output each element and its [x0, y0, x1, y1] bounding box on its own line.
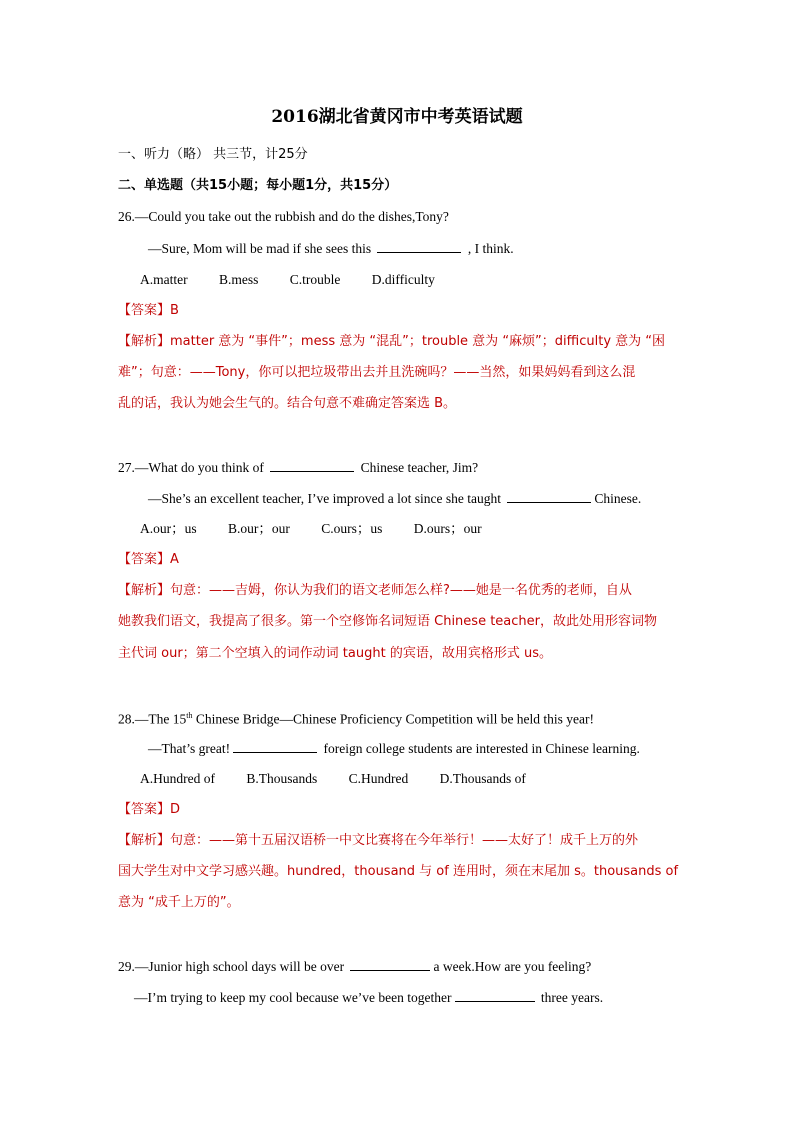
q29-line1: [118, 957, 678, 976]
q28-blank: [233, 739, 317, 753]
q26-option-c: C.trouble: [289, 272, 341, 287]
q29-blank-2: [455, 988, 535, 1002]
q29-line2-text: —I’m trying to keep my cool because we’ve been together: [134, 990, 452, 1005]
q26-option-d: D.difficulty: [371, 272, 435, 287]
q27-line1: [118, 458, 678, 477]
q26-answer: 【答案】B: [118, 303, 179, 318]
q27-line1-tail: Chinese teacher, Jim?: [360, 460, 479, 475]
q28-options: [140, 770, 700, 788]
q27-line2: [148, 489, 708, 508]
q28-line1-tail: Chinese Bridge—Chinese Proficiency Competition will be held this year!: [192, 711, 595, 727]
q28-answer: 【答案】D: [118, 802, 181, 817]
q28-line2-tail: foreign college students are interested in Chinese learning.: [323, 741, 640, 756]
q26-blank: [377, 239, 461, 253]
q27-answer: 【答案】A: [118, 552, 179, 567]
q26-analysis-2: 难”；句意：——Tony，你可以把垃圾带出去并且洗碗吗？——当然，如果妈妈看到这么混: [118, 365, 636, 380]
q28-superscript: th: [186, 711, 193, 720]
q27-line1-text: 27.—What do you think of: [118, 460, 264, 475]
q28-analysis-3: 意为 “成千上万的”。: [118, 895, 240, 910]
q27-option-a: A.our；us: [140, 521, 197, 536]
q27-options: [140, 520, 700, 538]
q27-line2-text: —She’s an excellent teacher, I’ve improved a lot since she taught: [148, 491, 501, 506]
q28-option-b: B.Thousands: [246, 771, 318, 786]
q28-option-a: A.Hundred of: [140, 771, 215, 786]
q29-line2-tail: three years.: [540, 990, 604, 1005]
q27-blank-2: [507, 489, 591, 503]
q28-line1: [118, 707, 678, 729]
q27-analysis-2: 她教我们语文，我提高了很多。第一个空修饰名词短语 Chinese teacher，故此处用形容词物: [118, 614, 657, 629]
q26-line1: 26.—Could you take out the rubbish and do the dishes,Tony?: [118, 209, 449, 224]
q29-line1-tail: a week.How are you feeling?: [433, 959, 592, 974]
section-single-choice: 二、单选题（共15小题；每小题1分，共15分）: [118, 178, 398, 193]
q27-option-b: B.our；our: [228, 521, 290, 536]
q28-line2-text: —That’s great!: [148, 741, 231, 756]
q28-line1-text: 28.—The 15: [118, 711, 187, 727]
q29-blank-1: [350, 957, 430, 971]
q27-blank-1: [270, 458, 354, 472]
q26-line2-text: —Sure, Mom will be mad if she sees this: [148, 241, 372, 256]
q26-analysis-3: 乱的话，我认为她会生气的。结合句意不难确定答案选 B。: [118, 396, 457, 411]
q27-line2-tail: Chinese.: [594, 491, 642, 506]
q29-line1-text: 29.—Junior high school days will be over: [118, 959, 345, 974]
q27-analysis-1: 【解析】句意：——吉姆，你认为我们的语文老师怎么样?——她是一名优秀的老师，自从: [118, 583, 632, 598]
q27-analysis-3: 主代词 our；第二个空填入的词作动词 taught 的宾语，故用宾格形式 us。: [118, 646, 552, 661]
q26-line2: [148, 239, 708, 258]
q27-option-c: C.ours；us: [321, 521, 383, 536]
q26-options: [140, 271, 700, 289]
section-listening: 一、听力（略） 共三节，计25分: [118, 147, 308, 162]
q28-line2: [148, 739, 708, 758]
q28-analysis-1: 【解析】句意：——第十五届汉语桥一中文比赛将在今年举行！——太好了！成千上万的外: [118, 833, 639, 848]
q26-line2-tail: , I think.: [467, 241, 514, 256]
q28-analysis-2: 国大学生对中文学习感兴趣。hundred，thousand 与 of 连用时，须在末尾加 s。thousands of: [118, 864, 679, 879]
q29-line2: [134, 988, 694, 1007]
q28-option-c: C.Hundred: [348, 771, 409, 786]
q27-option-d: D.ours；our: [413, 521, 482, 536]
q28-option-d: D.Thousands of: [439, 771, 526, 786]
q26-option-a: A.matter: [140, 272, 188, 287]
page-title: 2016湖北省黄冈市中考英语试题: [271, 107, 523, 127]
q26-option-b: B.mess: [218, 272, 259, 287]
q26-analysis-1: 【解析】matter 意为 “事件”；mess 意为 “混乱”；trouble 意为 “麻烦”；difficulty 意为 “困: [118, 334, 666, 349]
